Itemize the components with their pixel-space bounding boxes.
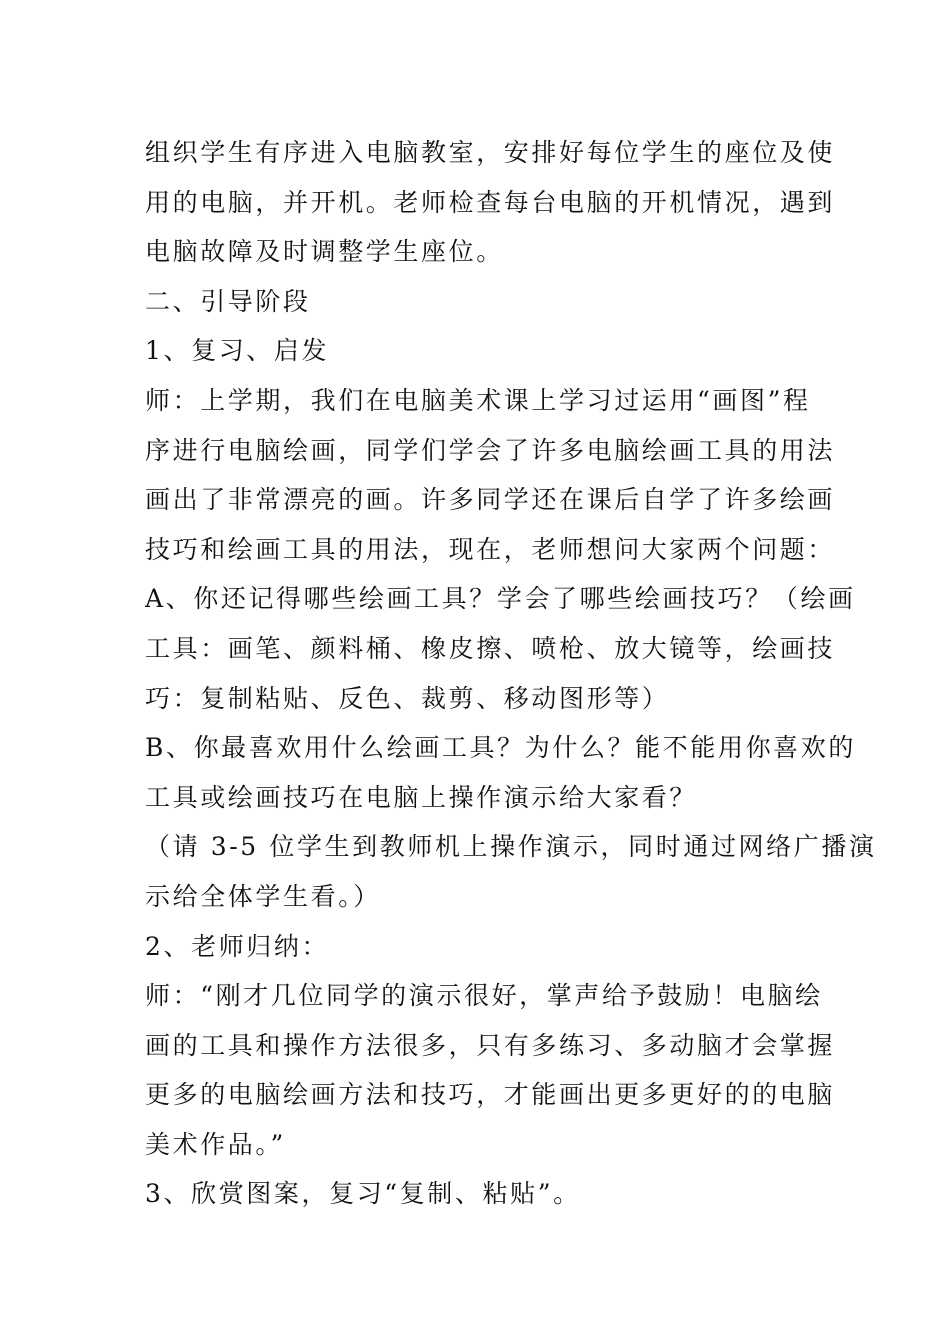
text-line: 工具：画笔、颜料桶、橡皮擦、喷枪、放大镜等，绘画技 — [145, 633, 836, 663]
text-line: （请 3-5 位学生到教师机上操作演示，同时通过网络广播演 — [145, 832, 877, 862]
text-line: 序进行电脑绘画，同学们学会了许多电脑绘画工具的用法 — [145, 435, 836, 465]
text-line: 用的电脑，并开机。老师检查每台电脑的开机情况，遇到 — [145, 187, 836, 217]
question-b: B、你最喜欢用什么绘画工具？为什么？能不能用你喜欢的 — [145, 733, 856, 763]
subsection-heading: 2、老师归纳： — [145, 931, 330, 961]
text-line: 画的工具和操作方法很多，只有多练习、多动脑才会掌握 — [145, 1030, 836, 1060]
body-text — [145, 128, 877, 1219]
text-line: 师：上学期，我们在电脑美术课上学习过运用“画图”程 — [145, 385, 811, 415]
subsection-heading: 3、欣赏图案，复习“复制、粘贴”。 — [145, 1179, 581, 1209]
text-line: 工具或绘画技巧在电脑上操作演示给大家看？ — [145, 782, 698, 812]
text-line: 更多的电脑绘画方法和技巧，才能画出更多更好的的电脑 — [145, 1080, 836, 1110]
text-line: 巧：复制粘贴、反色、裁剪、移动图形等） — [145, 683, 670, 713]
section-heading: 二、引导阶段 — [145, 286, 311, 316]
text-line: 示给全体学生看。） — [145, 881, 381, 911]
text-line: 组织学生有序进入电脑教室，安排好每位学生的座位及使 — [145, 138, 836, 167]
subsection-heading: 1、复习、启发 — [145, 336, 330, 366]
text-line: 美术作品。” — [145, 1129, 286, 1159]
text-line: 电脑故障及时调整学生座位。 — [145, 237, 504, 267]
text-line: 画出了非常漂亮的画。许多同学还在课后自学了许多绘画 — [145, 485, 836, 515]
text-line: 技巧和绘画工具的用法，现在，老师想问大家两个问题： — [145, 534, 836, 564]
text-line: 师：“刚才几位同学的演示很好，掌声给予鼓励！电脑绘 — [145, 981, 823, 1011]
question-a: A、你还记得哪些绘画工具？学会了哪些绘画技巧？（绘画 — [145, 584, 856, 614]
